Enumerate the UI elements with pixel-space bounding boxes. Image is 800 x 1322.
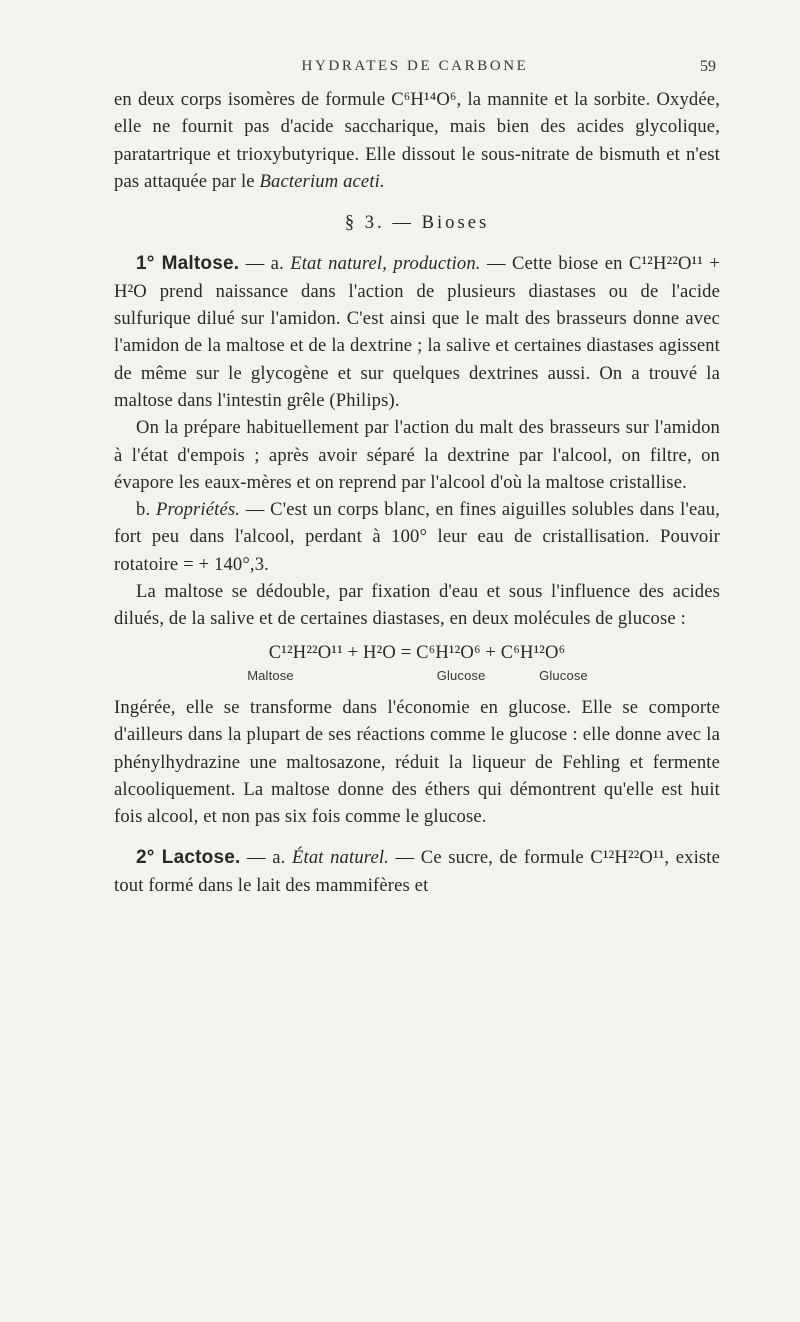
- equation-label-glucose-2: Glucose: [539, 667, 588, 683]
- intro-paragraph: [114, 86, 720, 195]
- page-number: 59: [700, 58, 716, 75]
- bacterium-name: Bacterium aceti.: [259, 170, 385, 192]
- equation-label-glucose-1: Glucose: [436, 667, 486, 683]
- maltose-title: 1° Maltose.: [136, 253, 240, 275]
- maltose-split-paragraph: La maltose se dédouble, par fixation d'eau et sous l'influence des acides dilués, de la salive et de certaines diastases, en deux molécules de glucose :: [114, 581, 720, 630]
- maltose-a-text: — Cette biose en C¹²H²²O¹¹ + H²O prend naissance dans l'action de plusieurs diastases ou de l'acide sulfurique dilué sur l'amidon. C'est ainsi que le malt des brasseurs donne avec l'amidon de la maltose et de la dextrine ; la salive et certaines diastases agissent de même sur le glycogène et sur quelques dextrines aussi. On a trouvé la maltose dans l'intestin grêle (Philips).: [114, 253, 720, 411]
- maltose-paragraph-b: [114, 496, 720, 578]
- maltose-ingested-paragraph: Ingérée, elle se transforme dans l'économie en glucose. Elle se comporte d'ailleurs dans la plupart de ses réactions comme le glucose : elle donne avec la phénylhydrazine une maltosazone, réduit la liqueur de Fehling et fermente alcooliquement. La maltose donne des éthers qui démontrent qu'elle est huit fois alcool, et non pas six fois comme le glucose.: [114, 696, 720, 828]
- lactose-text: — Ce sucre, de formule C¹²H²²O¹¹, existe tout formé dans le lait des mammifères et: [114, 847, 721, 896]
- page-body: [114, 86, 720, 899]
- equation-labels: [114, 668, 720, 684]
- lactose-paragraph: [114, 844, 720, 899]
- maltose-paragraph-a: [114, 250, 720, 414]
- maltose-b-subtitle: Propriétés.: [155, 499, 241, 521]
- intro-text: en deux corps isomères de formule C⁶H¹⁴O⁶, la mannite et la sorbite. Oxydée, elle ne fournit pas d'acide saccharique, mais bien des acides glycolique, paratartrique et trioxybutyrique. Elle dissout le sous-nitrate de bismuth et n'est pas attaquée par le: [114, 89, 720, 192]
- maltose-b-text: — C'est un corps blanc, en fines aiguilles solubles dans l'eau, fort peu dans l'alcool, perdant à 100° leur eau de cristallisation. Pouvoir rotatoire = + 140°,3.: [114, 499, 720, 575]
- maltose-b-prefix: b.: [136, 499, 156, 521]
- hydrolysis-equation: [114, 639, 720, 684]
- maltose-preparation-paragraph: On la prépare habituellement par l'action du malt des brasseurs sur l'amidon à l'état d'empois ; après avoir séparé la dextrine par l'alcool, on filtre, on évapore les eaux-mères et on reprend par l'alcool d'où la maltose cristallise.: [114, 417, 720, 493]
- section-heading: § 3. — Bioses: [344, 212, 490, 234]
- equation-label-maltose: Maltose: [247, 667, 294, 683]
- lactose-title: 2° Lactose.: [136, 847, 241, 869]
- maltose-a-subtitle: Etat naturel, production.: [290, 253, 481, 275]
- page-header: [114, 58, 716, 82]
- running-head: HYDRATES DE CARBONE: [301, 58, 529, 74]
- equation-formula: C¹²H²²O¹¹ + H²O = C⁶H¹²O⁶ + C⁶H¹²O⁶: [268, 641, 566, 663]
- lactose-prefix: — a.: [240, 847, 292, 869]
- maltose-a-prefix: — a.: [239, 253, 291, 275]
- lactose-subtitle: État naturel.: [292, 847, 389, 869]
